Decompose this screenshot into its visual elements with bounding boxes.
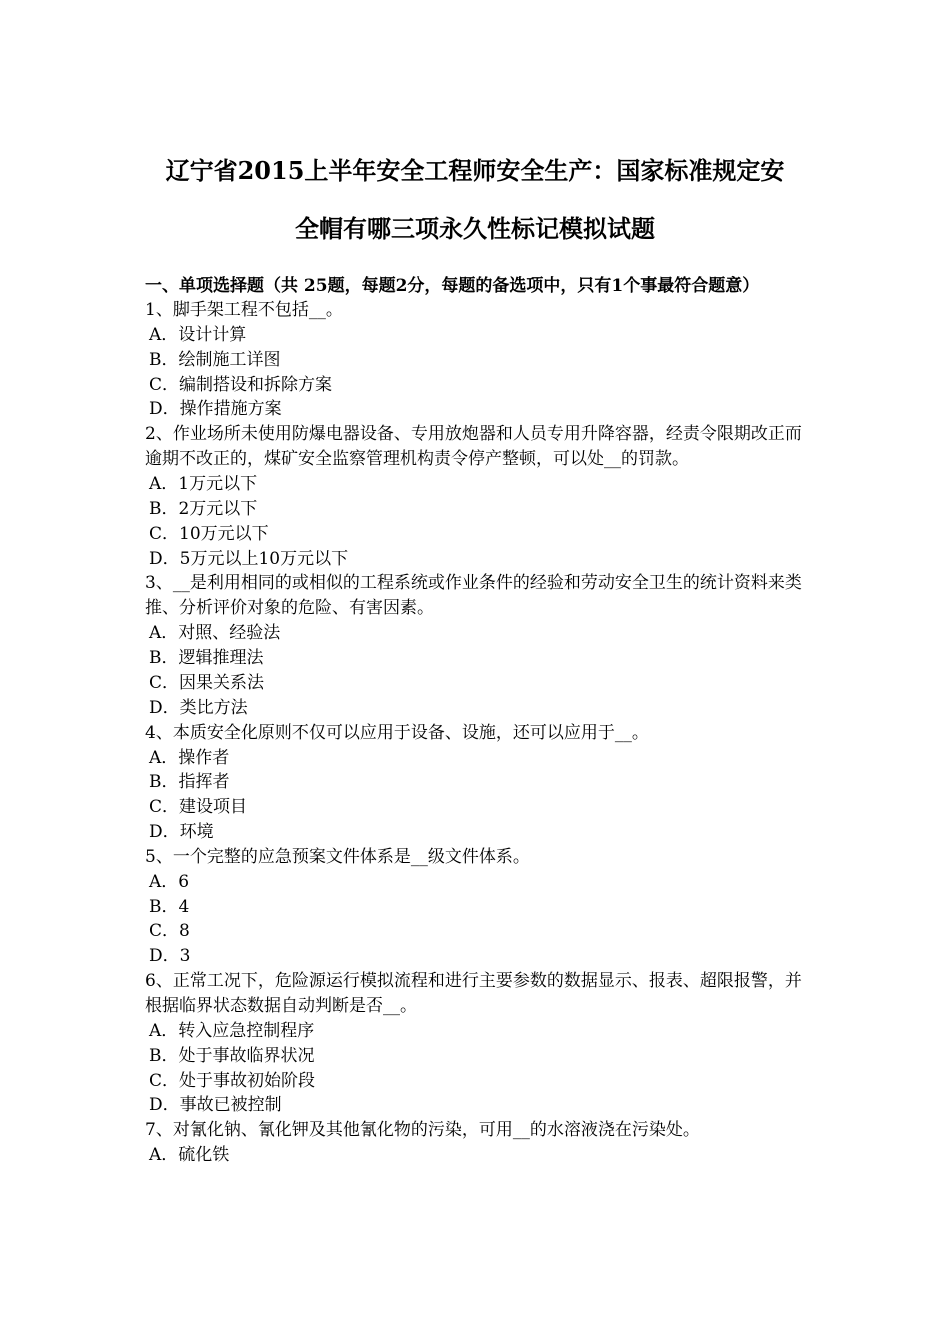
- question-option: D．事故已被控制: [149, 1095, 282, 1116]
- question-option: D．环境: [149, 821, 214, 842]
- question-option: B．逻辑推理法: [149, 648, 264, 669]
- question-option: A．硫化铁: [149, 1145, 230, 1166]
- question-option: D．3: [149, 946, 191, 967]
- question-option: D．操作措施方案: [149, 399, 282, 420]
- question: [145, 969, 810, 1118]
- question-option: A．转入应急控制程序: [149, 1020, 315, 1041]
- question-option: C．编制搭设和拆除方案: [149, 374, 333, 395]
- question-stem: 3、__是利用相同的或相似的工程系统或作业条件的经验和劳动安全卫生的统计资料来类推、分析评价对象的危险、有害因素。: [145, 573, 802, 619]
- question: [145, 422, 810, 571]
- question-stem: 5、一个完整的应急预案文件体系是__级文件体系。: [145, 846, 530, 867]
- question-option: C．8: [149, 921, 190, 942]
- title-line-1: 辽宁省2015上半年安全工程师安全生产：国家标准规定安: [165, 156, 785, 185]
- question: [145, 845, 810, 969]
- question-option: D．5万元以上10万元以下: [149, 548, 349, 569]
- question-option: C．因果关系法: [149, 672, 265, 693]
- question-option: A．对照、经验法: [149, 623, 281, 644]
- section-heading: 一、单项选择题（共 25题，每题2分，每题的备选项中，只有1个事最符合题意）: [145, 276, 760, 296]
- question: [145, 571, 810, 720]
- question-option: B．处于事故临界状况: [149, 1045, 315, 1066]
- question-option: C．处于事故初始阶段: [149, 1070, 316, 1091]
- question-stem: 2、作业场所未使用防爆电器设备、专用放炮器和人员专用升降容器，经责令限期改正而逾期不改正的，煤矿安全监察管理机构责令停产整顿，可以处__的罚款。: [145, 424, 802, 470]
- question-option: D．类比方法: [149, 697, 248, 718]
- question: [145, 298, 810, 422]
- document-body: [145, 274, 810, 1168]
- question-stem: 4、本质安全化原则不仅可以应用于设备、设施，还可以应用于__。: [145, 722, 649, 743]
- question-option: B．绘制施工详图: [149, 349, 281, 370]
- question-option: A．6: [149, 871, 190, 892]
- question-stem: 7、对氰化钠、氰化钾及其他氰化物的污染，可用__的水溶液浇在污染处。: [145, 1120, 700, 1141]
- question-stem: 6、正常工况下，危险源运行模拟流程和进行主要参数的数据显示、报表、超限报警，并根据临界状态数据自动判断是否__。: [145, 970, 802, 1016]
- question-option: C．10万元以下: [149, 523, 269, 544]
- question-option: C．建设项目: [149, 797, 248, 818]
- question: [145, 1118, 810, 1168]
- title-line-2: 全帽有哪三项永久性标记模拟试题: [295, 214, 655, 243]
- question-option: A．1万元以下: [149, 474, 258, 495]
- question-option: A．设计计算: [149, 325, 247, 345]
- question-option: B．指挥者: [149, 772, 230, 793]
- question-option: B．4: [149, 896, 190, 917]
- question-stem: 1、脚手架工程不包括__。: [145, 300, 343, 320]
- question-option: B．2万元以下: [149, 498, 258, 519]
- document-title: [120, 142, 830, 258]
- question-option: A．操作者: [149, 747, 230, 768]
- question: [145, 721, 810, 845]
